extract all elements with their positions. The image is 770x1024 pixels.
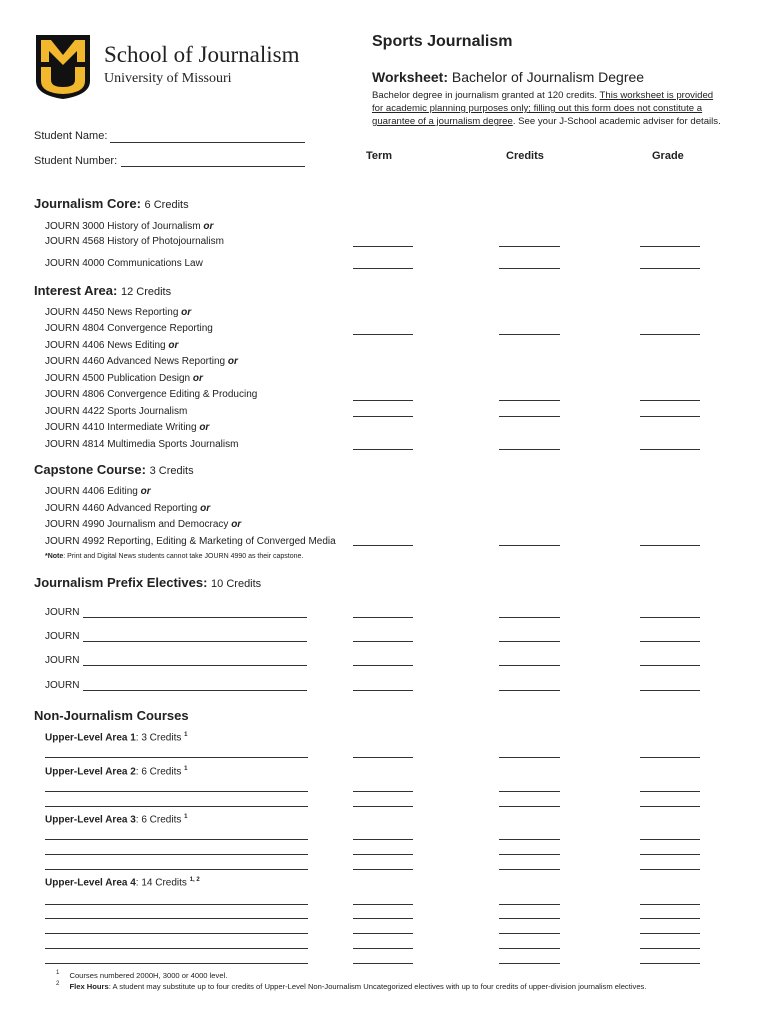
term-field[interactable] [353, 449, 413, 450]
course-label: JOURN 4410 Intermediate Writing [45, 422, 197, 433]
grade-field[interactable] [640, 839, 700, 840]
term-field[interactable] [353, 617, 413, 618]
credits-field[interactable] [499, 839, 560, 840]
credits-field[interactable] [499, 869, 560, 870]
capstone-note [45, 553, 303, 560]
interest-credits: 12 Credits [120, 286, 172, 298]
course-name-field[interactable] [45, 918, 308, 919]
course-label: JOURN 4460 Advanced News Reporting [45, 356, 226, 367]
term-field[interactable] [353, 545, 413, 546]
term-field[interactable] [353, 400, 413, 401]
student-name-label: Student Name: [34, 130, 108, 142]
or-word: or [199, 422, 210, 433]
course: JOURN 4992 Reporting, Editing & Marketing of Converged Media [45, 536, 336, 547]
worksheet-label: Worksheet: [372, 69, 448, 85]
desc-u3: guarantee of a journalism degree [372, 116, 513, 127]
university-name: University of Missouri [104, 71, 232, 86]
doc-title: Sports Journalism [372, 33, 513, 50]
elective-prefix: JOURN [45, 631, 80, 642]
interest-title: Interest Area: [34, 283, 118, 298]
term-field[interactable] [353, 641, 413, 642]
term-field[interactable] [353, 839, 413, 840]
grade-field[interactable] [640, 757, 700, 758]
course: JOURN 4804 Convergence Reporting [45, 323, 213, 334]
term-field[interactable] [353, 791, 413, 792]
elective-course-field[interactable] [83, 665, 307, 666]
course-name-field[interactable] [45, 869, 308, 870]
term-field[interactable] [353, 904, 413, 905]
footnote-num: 1 [56, 970, 60, 976]
footnote-label: Flex Hours [69, 981, 109, 991]
desc-u1: This worksheet is provided [599, 90, 714, 101]
term-field[interactable] [353, 854, 413, 855]
course [45, 486, 151, 497]
course-name-field[interactable] [45, 839, 308, 840]
grade-field[interactable] [640, 948, 700, 949]
credits-field[interactable] [499, 246, 560, 247]
core-heading [34, 196, 189, 211]
footnote-1 [56, 970, 227, 980]
course-name-field[interactable] [45, 933, 308, 934]
or-word: or [203, 221, 214, 232]
area-4-label [45, 877, 200, 888]
course [45, 503, 210, 514]
course-label: JOURN 4450 News Reporting [45, 307, 179, 318]
electives-credits: 10 Credits [211, 578, 262, 590]
core-title: Journalism Core: [34, 196, 141, 211]
term-field[interactable] [353, 806, 413, 807]
term-field[interactable] [353, 963, 413, 964]
grade-field[interactable] [640, 854, 700, 855]
note-label: *Note [45, 553, 64, 560]
or-word: or [168, 340, 179, 351]
grade-field[interactable] [640, 918, 700, 919]
capstone-credits: 3 Credits [149, 465, 194, 477]
course [45, 340, 178, 351]
grade-field[interactable] [640, 806, 700, 807]
elective-prefix: JOURN [45, 655, 80, 666]
or-word: or [181, 307, 192, 318]
footnote-ref: 1 [184, 814, 188, 820]
credits-field[interactable] [499, 933, 560, 934]
interest-heading [34, 283, 171, 298]
footnote-ref: 1 [184, 766, 188, 772]
note-text: : Print and Digital News students cannot take JOURN 4990 as their capstone. [63, 553, 304, 560]
desc-u2: for academic planning purposes only; filling out this form does not constitute a [372, 103, 703, 114]
or-word: or [227, 356, 238, 367]
credits-field[interactable] [499, 617, 560, 618]
course [45, 373, 203, 384]
term-field[interactable] [353, 933, 413, 934]
credits-field[interactable] [499, 416, 560, 417]
footnote-2 [56, 981, 646, 991]
course-label: JOURN 4406 Editing [45, 486, 138, 497]
course: JOURN 4000 Communications Law [45, 258, 203, 269]
worksheet-degree: Bachelor of Journalism Degree [451, 69, 645, 85]
term-field[interactable] [353, 757, 413, 758]
credits-field[interactable] [499, 791, 560, 792]
area-name: Upper-Level Area 1 [45, 732, 136, 744]
credits-field[interactable] [499, 641, 560, 642]
elective-course-field[interactable] [83, 690, 307, 691]
footnote-num: 2 [56, 981, 60, 987]
area-credits: : 6 Credits [135, 814, 182, 826]
capstone-heading [34, 462, 194, 477]
grade-field[interactable] [640, 933, 700, 934]
electives-heading [34, 575, 261, 590]
course [45, 519, 241, 530]
term-field[interactable] [353, 869, 413, 870]
grade-field[interactable] [640, 904, 700, 905]
elective-prefix: JOURN [45, 607, 80, 618]
term-field[interactable] [353, 690, 413, 691]
course [45, 422, 209, 433]
description [372, 89, 721, 128]
nonj-heading: Non-Journalism Courses [34, 708, 189, 723]
capstone-title: Capstone Course: [34, 462, 146, 477]
electives-title: Journalism Prefix Electives: [34, 575, 208, 590]
area-3-label [45, 814, 187, 825]
area-2-label [45, 766, 187, 777]
credits-field[interactable] [499, 449, 560, 450]
course-name-field[interactable] [45, 806, 308, 807]
student-name-field[interactable] [110, 142, 305, 143]
grade-field[interactable] [640, 400, 700, 401]
course: JOURN 4806 Convergence Editing & Producing [45, 389, 258, 400]
course-name-field[interactable] [45, 791, 308, 792]
term-field[interactable] [353, 665, 413, 666]
core-credits: 6 Credits [144, 199, 189, 211]
grade-field[interactable] [640, 545, 700, 546]
course-name-field[interactable] [45, 757, 308, 758]
or-word: or [140, 486, 151, 497]
credits-field[interactable] [499, 334, 560, 335]
term-field[interactable] [353, 918, 413, 919]
grade-field[interactable] [640, 641, 700, 642]
footnote-text: Courses numbered 2000H, 3000 or 4000 level. [69, 970, 228, 980]
grade-field[interactable] [640, 791, 700, 792]
course-label: JOURN 4500 Publication Design [45, 373, 191, 384]
credits-field[interactable] [499, 545, 560, 546]
course-label: JOURN 4460 Advanced Reporting [45, 503, 198, 514]
credits-field[interactable] [499, 963, 560, 964]
area-credits: : 6 Credits [135, 766, 182, 778]
grade-field[interactable] [640, 334, 700, 335]
course-label: JOURN 4990 Journalism and Democracy [45, 519, 229, 530]
school-name: School of Journalism [104, 42, 300, 67]
grade-field[interactable] [640, 869, 700, 870]
course: JOURN 4422 Sports Journalism [45, 406, 188, 417]
credits-field[interactable] [499, 690, 560, 691]
mu-logo [34, 35, 92, 99]
term-field[interactable] [353, 948, 413, 949]
course: JOURN 4814 Multimedia Sports Journalism [45, 439, 239, 450]
credits-field[interactable] [499, 665, 560, 666]
area-name: Upper-Level Area 4 [45, 877, 136, 889]
credits-field[interactable] [499, 400, 560, 401]
footnote-ref: 1 [184, 732, 188, 738]
credits-field[interactable] [499, 918, 560, 919]
course [45, 356, 238, 367]
course-name-field[interactable] [45, 854, 308, 855]
course: JOURN 4568 History of Photojournalism [45, 236, 224, 247]
area-credits: : 3 Credits [135, 732, 182, 744]
elective-course-field[interactable] [83, 641, 307, 642]
course-name-field[interactable] [45, 963, 308, 964]
worksheet-title [372, 69, 644, 85]
area-1-label [45, 732, 187, 743]
grade-field[interactable] [640, 268, 700, 269]
desc-tail: . See your J-School academic adviser for details. [512, 116, 721, 127]
credits-field[interactable] [499, 948, 560, 949]
grade-field[interactable] [640, 963, 700, 964]
grade-field[interactable] [640, 617, 700, 618]
term-field[interactable] [353, 246, 413, 247]
credits-field[interactable] [499, 904, 560, 905]
footnote-text: : A student may substitute up to four credits of Upper-Level Non-Journalism Uncategorized electives with up to four credits of upper-division journalism electives. [108, 981, 647, 991]
student-number-label: Student Number: [34, 155, 118, 167]
grade-field[interactable] [640, 449, 700, 450]
or-word: or [192, 373, 203, 384]
course-label: JOURN 3000 History of Journalism [45, 221, 201, 232]
course-label: JOURN 4406 News Editing [45, 340, 166, 351]
area-name: Upper-Level Area 2 [45, 766, 136, 778]
desc-plain: Bachelor degree in journalism granted at 120 credits. [372, 90, 600, 101]
or-word: or [200, 503, 211, 514]
credits-field[interactable] [499, 854, 560, 855]
student-number-field[interactable] [121, 166, 305, 167]
col-grade: Grade [652, 150, 684, 162]
term-field[interactable] [353, 268, 413, 269]
grade-field[interactable] [640, 416, 700, 417]
course-name-field[interactable] [45, 904, 308, 905]
course-name-field[interactable] [45, 948, 308, 949]
grade-field[interactable] [640, 690, 700, 691]
footnote-ref: 1, 2 [189, 877, 200, 883]
credits-field[interactable] [499, 268, 560, 269]
col-credits: Credits [506, 150, 544, 162]
grade-field[interactable] [640, 246, 700, 247]
col-term: Term [366, 150, 393, 162]
or-word: or [231, 519, 242, 530]
elective-prefix: JOURN [45, 680, 80, 691]
area-name: Upper-Level Area 3 [45, 814, 136, 826]
credits-field[interactable] [499, 757, 560, 758]
term-field[interactable] [353, 334, 413, 335]
area-credits: : 14 Credits [135, 877, 187, 889]
course [45, 221, 213, 232]
credits-field[interactable] [499, 806, 560, 807]
elective-course-field[interactable] [83, 617, 307, 618]
course [45, 307, 191, 318]
grade-field[interactable] [640, 665, 700, 666]
term-field[interactable] [353, 416, 413, 417]
